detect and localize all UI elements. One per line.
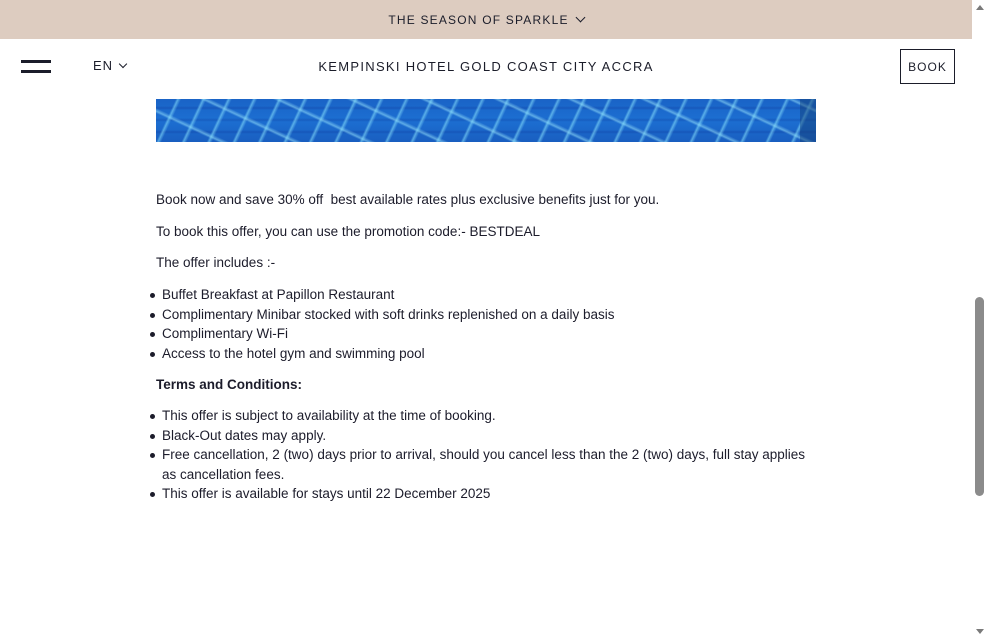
offer-intro: Book now and save 30% off best available rates plus exclusive benefits just for you. [156, 192, 660, 207]
language-label: EN [93, 58, 114, 73]
list-item: Complimentary Minibar stocked with soft drinks replenished on a daily basis [156, 305, 816, 325]
vertical-scrollbar[interactable] [972, 0, 987, 641]
terms-heading: Terms and Conditions: [156, 377, 303, 392]
chevron-down-icon [575, 13, 585, 23]
list-item: Complimentary Wi-Fi [156, 324, 816, 344]
includes-heading: The offer includes :- [156, 255, 276, 270]
list-item: This offer is subject to availability at the time of booking. [156, 406, 816, 426]
scrollbar-thumb[interactable] [975, 297, 984, 496]
list-item: This offer is available for stays until 22 December 2025 [156, 484, 816, 504]
hotel-name-logo[interactable]: KEMPINSKI HOTEL GOLD COAST CITY ACCRA [318, 59, 654, 74]
list-item: Access to the hotel gym and swimming pool [156, 344, 816, 364]
site-header [0, 39, 972, 99]
list-item: Buffet Breakfast at Papillon Restaurant [156, 285, 816, 305]
promo-code-text: To book this offer, you can use the promotion code:- BESTDEAL [156, 224, 540, 239]
promo-banner[interactable] [0, 0, 972, 39]
promo-banner-text: THE SEASON OF SPARKLE [388, 12, 569, 27]
list-item: Free cancellation, 2 (two) days prior to arrival, should you cancel less than the 2 (two) days, full stay applies as cancellation fees. [156, 445, 816, 484]
terms-list [156, 406, 816, 504]
book-button[interactable]: BOOK [900, 49, 955, 84]
scroll-down-arrow-icon[interactable] [976, 629, 984, 634]
includes-list [156, 285, 816, 363]
list-item: Black-Out dates may apply. [156, 426, 816, 446]
pool-image [156, 99, 816, 142]
scroll-up-arrow-icon[interactable] [976, 5, 984, 10]
